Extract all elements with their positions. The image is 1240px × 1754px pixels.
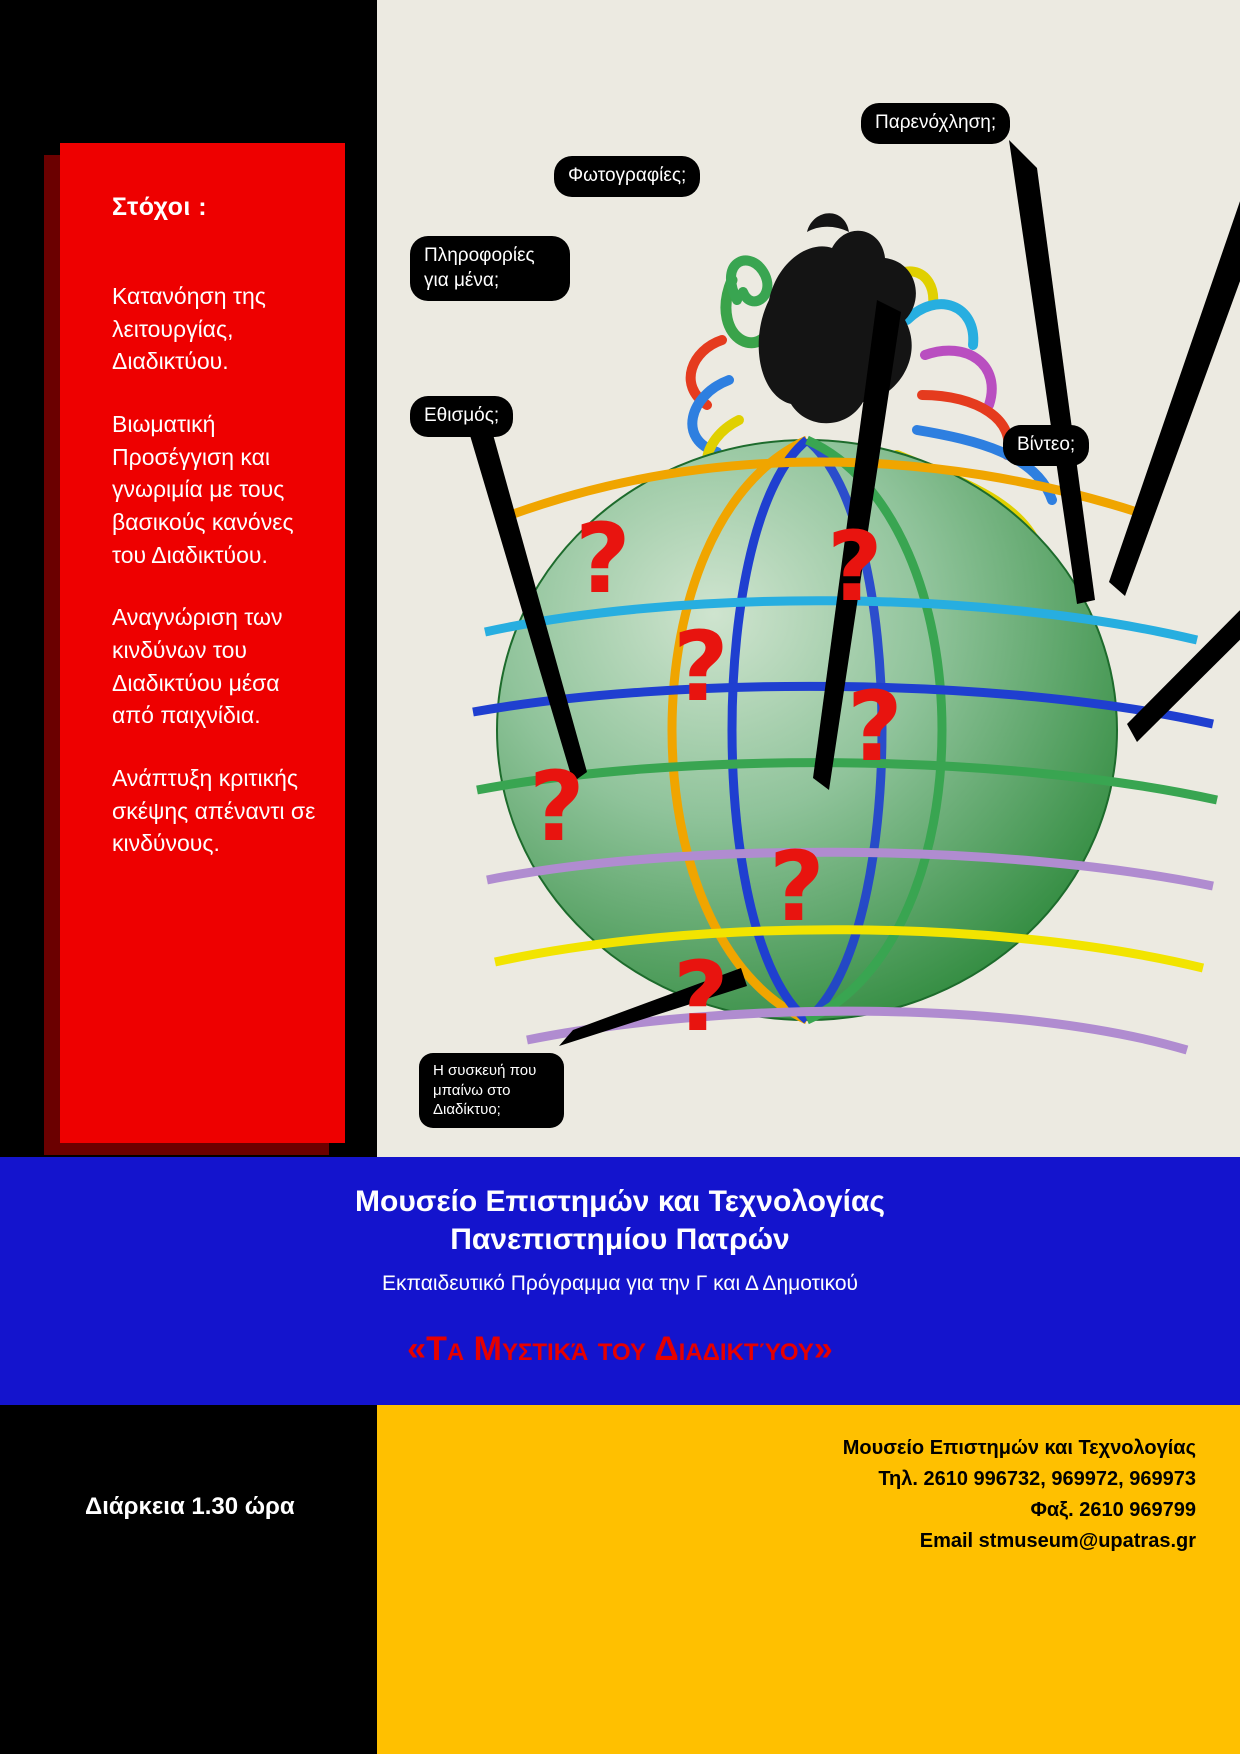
- list-item: Αναγνώριση των κινδύνων του Διαδικτύου μέσα από παιχνίδια.: [112, 604, 283, 729]
- callout-photos: Φωτογραφίες;: [554, 156, 700, 197]
- question-mark: ?: [827, 511, 883, 623]
- question-mark: ?: [673, 611, 729, 723]
- globe-illustration: [377, 0, 1240, 1157]
- footer-duration-block: [0, 1405, 377, 1754]
- museum-title-line1: Μουσείο Επιστημών και Τεχνολογίας: [355, 1185, 885, 1218]
- callout-harassment: Παρενόχληση;: [861, 103, 1010, 144]
- list-item: Κατανόηση της λειτουργίας, Διαδικτύου.: [112, 283, 266, 375]
- contact-email: Email stmuseum@upatras.gr: [919, 1530, 1196, 1552]
- footer-blue-band: [0, 1157, 1240, 1405]
- callout-video: Βίντεο;: [1003, 425, 1089, 466]
- program-subtitle: Εκπαιδευτικό Πρόγραμμα για την Γ και Δ Δημοτικού: [382, 1272, 858, 1295]
- list-item: Ανάπτυξη κριτικής σκέψης απέναντι σε κινδύνους.: [112, 764, 316, 857]
- duration-text: Διάρκεια 1.30 ώρα: [85, 1493, 295, 1520]
- program-title: «Τα Μυστικά του Διαδικτύου»: [407, 1330, 833, 1368]
- contact-line: Φαξ. 2610 969799: [1030, 1499, 1196, 1521]
- list-item: Βιωματική Προσέγγιση και γνωριμία με τους βασικούς κανόνες του Διαδικτύου.: [112, 410, 294, 568]
- question-mark: ?: [529, 751, 585, 863]
- globe-graphic: [377, 0, 1240, 1157]
- question-mark: ?: [769, 831, 825, 943]
- objectives-list: [112, 280, 317, 860]
- objectives-title: Στόχοι :: [112, 193, 208, 221]
- footer-contact-block: [377, 1405, 1240, 1754]
- objectives-panel: [60, 143, 345, 1143]
- contact-line: Μουσείο Επιστημών και Τεχνολογίας: [842, 1437, 1196, 1459]
- question-mark: ?: [575, 503, 631, 615]
- question-mark: ?: [847, 671, 903, 783]
- callout-addiction: Εθισμός;: [410, 396, 513, 437]
- museum-title-line2: Πανεπιστημίου Πατρών: [450, 1222, 790, 1256]
- contact-line: Τηλ. 2610 996732, 969972, 969973: [878, 1468, 1196, 1490]
- callout-device: Η συσκευή που μπαίνω στο Διαδίκτυο;: [419, 1053, 564, 1128]
- callout-personal-info: Πληροφορίες για μένα;: [410, 236, 570, 301]
- question-mark: ?: [673, 941, 729, 1053]
